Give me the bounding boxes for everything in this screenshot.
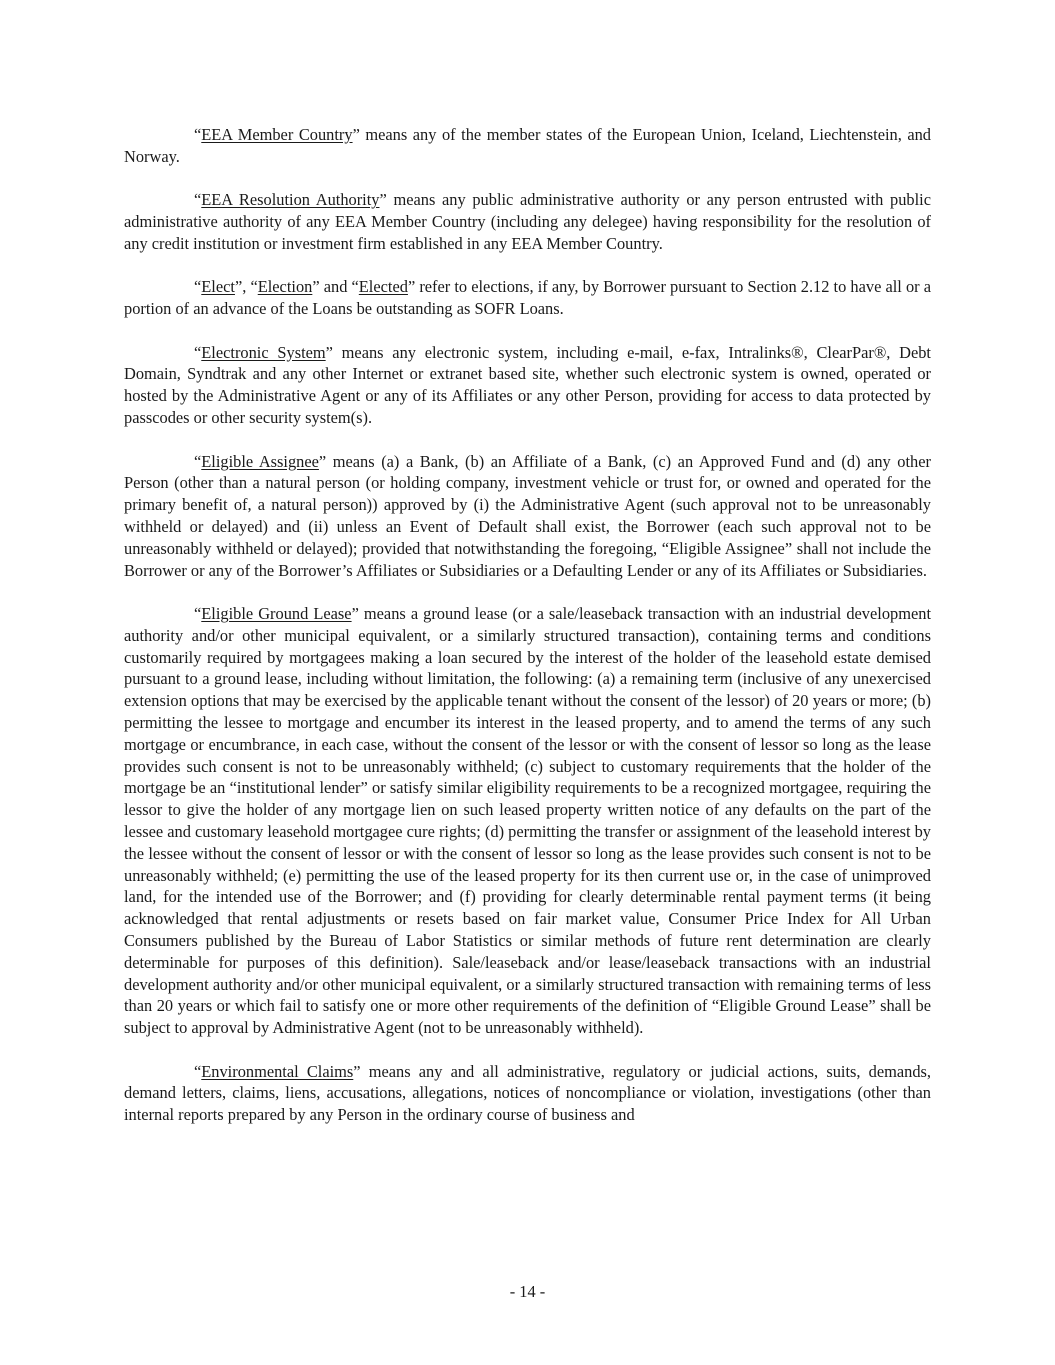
definition-text: ” means any electronic system, including e-mail, e-fax, Intralinks®, ClearPar®, Debt Domain, Syndtrak and any other Internet or extranet based site, whether such electronic system is owned, operated or hosted by the Administrative Agent or any of its Affiliates or any other Person, providing for access to data protected by passcodes or other security system(s).	[124, 342, 931, 428]
defined-term: Eligible Ground Lease	[201, 603, 352, 623]
defined-term: Environmental Claims	[201, 1061, 354, 1081]
definition-text: ” means (a) a Bank, (b) an Affiliate of a Bank, (c) an Approved Fund and (d) any other Person (other than a natural person (or holding company, investment vehicle or trust for, or owned and operated for the primary benefit of, a natural person)) approved by (i) the Administrative Agent (such approval not to be unreasonably withheld or delayed) and (ii) unless an Event of Default shall exist, the Borrower (each such approval not to be unreasonably withheld or delayed); provided that notwithstanding the foregoing, “Eligible Assignee” shall not include the Borrower or any of the Borrower’s Affiliates or Subsidiaries or a Defaulting Lender or any of its Affiliates or Subsidiaries.	[124, 451, 931, 580]
page-number: - 14 -	[509, 1282, 546, 1301]
quote-text: “	[194, 190, 202, 210]
defined-term: Election	[257, 277, 313, 297]
quote-text: “	[194, 451, 202, 471]
defined-term: Electronic System	[201, 342, 326, 362]
definition-text: ” refer to elections, if any, by Borrower pursuant to Section 2.12 to have all or a portion of an advance of the Loans be outstanding as SOFR Loans.	[124, 277, 931, 319]
definition-eea-resolution-authority	[124, 189, 931, 254]
definition-eea-member-country	[124, 124, 931, 168]
document-page	[124, 124, 931, 1148]
quote-text: “	[194, 342, 202, 362]
defined-term: Eligible Assignee	[201, 451, 319, 471]
quote-text: “	[194, 1061, 202, 1081]
defined-term: EEA Resolution Authority	[201, 190, 380, 210]
quote-text: “	[194, 125, 202, 144]
defined-term: Elected	[358, 277, 408, 297]
definition-text: ” means any of the member states of the European Union, Iceland, Liechtenstein, and Norway.	[124, 125, 932, 166]
defined-term: Elect	[201, 277, 235, 297]
definition-text: ” means any public administrative authority or any person entrusted with public administrative authority of any EEA Member Country (including any delegee) having responsibility for the resolution of any credit institution or investment firm established in any EEA Member Country.	[124, 190, 931, 253]
quote-text: ”, “	[234, 277, 258, 297]
definition-elect	[124, 276, 931, 320]
quote-text: “	[194, 277, 202, 297]
quote-text: ” and “	[312, 277, 359, 297]
definition-text: ” means any and all administrative, regulatory or judicial actions, suits, demands, demand letters, claims, liens, accusations, allegations, notices of noncompliance or violation, investigations (other than internal reports prepared by any Person in the ordinary course of business and	[124, 1061, 931, 1125]
definition-electronic-system	[124, 342, 931, 429]
definition-eligible-assignee	[124, 451, 931, 582]
quote-text: “	[194, 603, 202, 623]
definition-eligible-ground-lease	[124, 603, 931, 1039]
definition-text: ” means a ground lease (or a sale/leaseback transaction with an industrial development authority and/or other municipal equivalent, or a similarly structured transaction), containing terms and conditions customarily required by mortgagees making a loan secured by the interest of the holder of the leasehold estate demised pursuant to a ground lease, including without limitation, the following: (a) a remaining term (inclusive of any unexercised extension options that may be exercised by the applicable tenant without the consent of the lessor) of 20 years or more; (b) permitting the lessee to mortgage and encumber its interest in the leased property, and to amend the terms of any such mortgage or encumbrance, in each case, without the consent of the lessor or with the consent of lessor so long as the lease provides such consent is not to be unreasonably withheld; (c) subject to customary requirements that the holder of the mortgage be an “institutional lender” or satisfy similar eligibility requirements to be a recognized mortgagee, requiring the lessor to give the holder of any mortgage lien on such leased property written notice of any defaults on the part of the lessee and customary leasehold mortgagee cure rights; (d) permitting the transfer or assignment of the leasehold interest by the lessee without the consent of lessor or with the consent of lessor so long as the lease provides such consent is not to be unreasonably withheld; (e) permitting the use of the leased property for its then current use or, in the case of unimproved land, for the intended use of the Borrower; and (f) providing for clearly determinable rental payment terms (it being acknowledged that rental adjustments or resets based on fair market value, Consumer Price Index for All Urban Consumers published by the Bureau of Labor Statistics or similar methods of future rent determination are clearly determinable for purposes of this definition). Sale/leaseback and/or lease/leaseback transactions with an industrial development authority and/or other municipal equivalent, or a similarly structured transaction with remaining terms of less than 20 years or which fail to satisfy one or more other requirements of the definition of “Eligible Ground Lease” shall be subject to approval by Administrative Agent (not to be unreasonably withheld).	[124, 603, 932, 1038]
definition-environmental-claims	[124, 1061, 931, 1126]
defined-term: EEA Member Country	[201, 125, 353, 144]
